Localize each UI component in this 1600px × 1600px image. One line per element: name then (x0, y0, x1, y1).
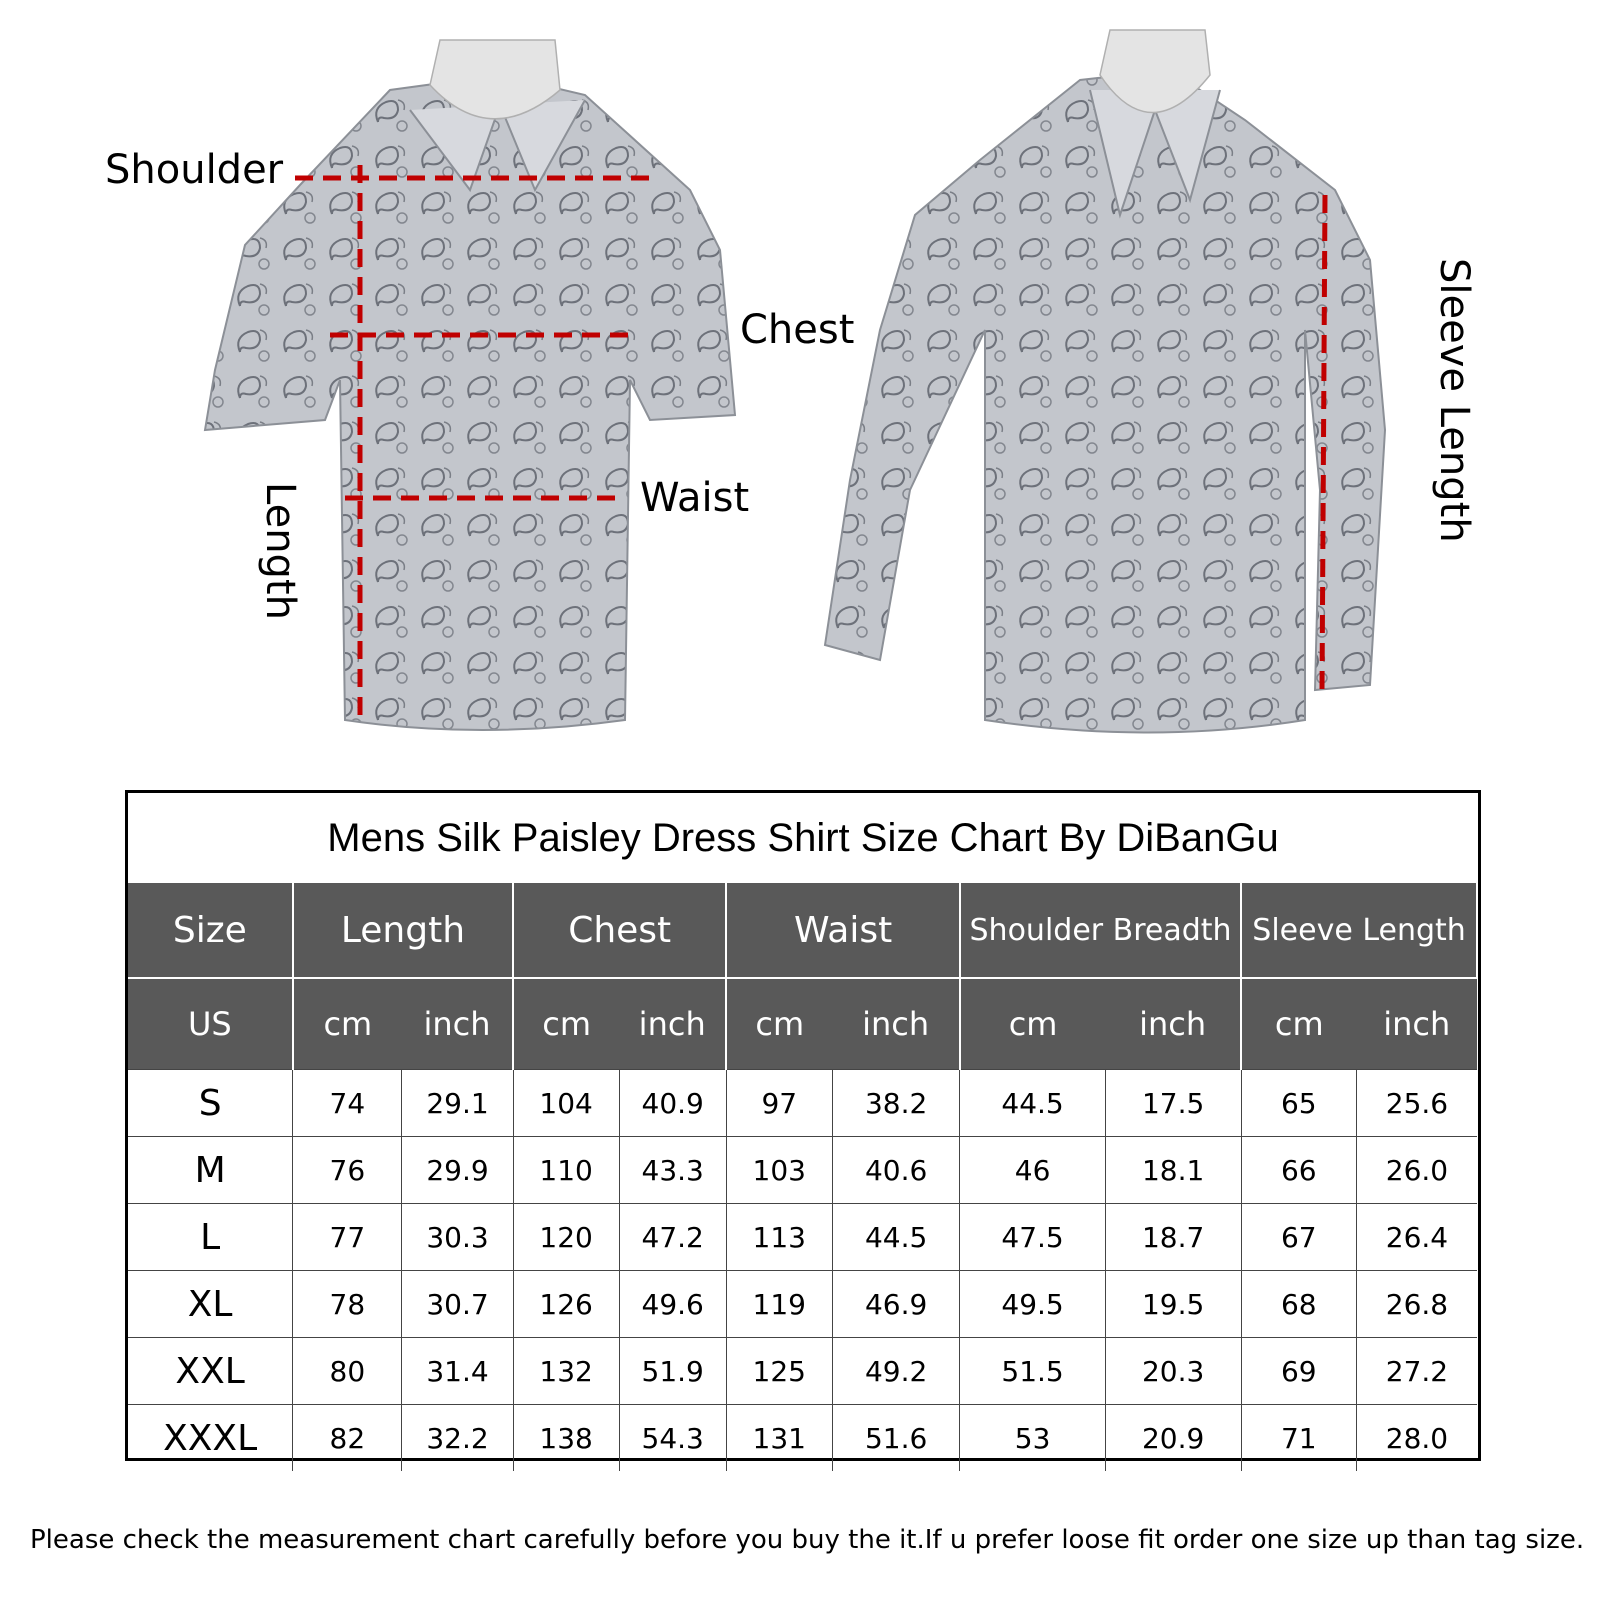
table-cell: 27.2 (1356, 1338, 1477, 1405)
header-size: Size (128, 883, 293, 978)
chest-label: Chest (740, 307, 855, 353)
table-cell: 26.8 (1356, 1271, 1477, 1338)
unit-inch: inch (1356, 978, 1477, 1070)
header-sleeve-length: Sleeve Length (1241, 883, 1477, 978)
table-cell: 47.5 (960, 1204, 1105, 1271)
table-row (128, 1204, 1477, 1271)
unit-cm: cm (293, 978, 402, 1070)
table-cell: 25.6 (1356, 1070, 1477, 1137)
table-cell: 49.2 (832, 1338, 960, 1405)
table-cell: 26.4 (1356, 1204, 1477, 1271)
length-label: Length (257, 482, 303, 620)
table-cell: 44.5 (960, 1070, 1105, 1137)
table-cell: 32.2 (402, 1405, 513, 1472)
table-cell: 53 (960, 1405, 1105, 1472)
table-cell: 74 (293, 1070, 402, 1137)
table-cell: 67 (1241, 1204, 1356, 1271)
unit-cm: cm (726, 978, 832, 1070)
table-cell: 103 (726, 1137, 832, 1204)
size-cell: S (128, 1070, 293, 1137)
unit-cm: cm (1241, 978, 1356, 1070)
header-size-system: US (128, 978, 293, 1070)
table-cell: 49.6 (619, 1271, 726, 1338)
table-cell: 71 (1241, 1405, 1356, 1472)
header-shoulder-breadth: Shoulder Breadth (960, 883, 1241, 978)
table-cell: 132 (513, 1338, 619, 1405)
table-cell: 40.6 (832, 1137, 960, 1204)
table-cell: 38.2 (832, 1070, 960, 1137)
unit-inch: inch (832, 978, 960, 1070)
table-cell: 80 (293, 1338, 402, 1405)
table-cell: 44.5 (832, 1204, 960, 1271)
table-cell: 18.1 (1105, 1137, 1241, 1204)
table-cell: 46.9 (832, 1271, 960, 1338)
table-cell: 28.0 (1356, 1405, 1477, 1472)
shirt-front-left (205, 40, 735, 730)
size-chart (125, 790, 1481, 1461)
table-cell: 131 (726, 1405, 832, 1472)
table-row (128, 1070, 1477, 1137)
table-cell: 68 (1241, 1271, 1356, 1338)
header-row-units (128, 978, 1477, 1070)
table-cell: 20.9 (1105, 1405, 1241, 1472)
unit-inch: inch (1105, 978, 1241, 1070)
size-cell: XXL (128, 1338, 293, 1405)
table-cell: 40.9 (619, 1070, 726, 1137)
table-cell: 125 (726, 1338, 832, 1405)
size-table (128, 883, 1478, 1471)
header-length: Length (293, 883, 513, 978)
sleeve-length-label: Sleeve Length (1431, 258, 1477, 543)
size-cell: L (128, 1204, 293, 1271)
table-cell: 29.1 (402, 1070, 513, 1137)
table-row (128, 1271, 1477, 1338)
table-cell: 51.6 (832, 1405, 960, 1472)
table-cell: 97 (726, 1070, 832, 1137)
table-row (128, 1405, 1477, 1472)
table-cell: 69 (1241, 1338, 1356, 1405)
table-cell: 66 (1241, 1137, 1356, 1204)
table-cell: 104 (513, 1070, 619, 1137)
table-cell: 26.0 (1356, 1137, 1477, 1204)
table-cell: 54.3 (619, 1405, 726, 1472)
table-cell: 82 (293, 1405, 402, 1472)
unit-inch: inch (619, 978, 726, 1070)
table-cell: 110 (513, 1137, 619, 1204)
shirt-front-right (825, 30, 1385, 733)
table-cell: 29.9 (402, 1137, 513, 1204)
table-cell: 76 (293, 1137, 402, 1204)
table-cell: 119 (726, 1271, 832, 1338)
table-cell: 46 (960, 1137, 1105, 1204)
header-chest: Chest (513, 883, 726, 978)
table-cell: 18.7 (1105, 1204, 1241, 1271)
measurement-figure (0, 0, 1600, 770)
table-cell: 20.3 (1105, 1338, 1241, 1405)
unit-inch: inch (402, 978, 513, 1070)
table-cell: 51.5 (960, 1338, 1105, 1405)
size-cell: M (128, 1137, 293, 1204)
table-cell: 30.7 (402, 1271, 513, 1338)
table-cell: 113 (726, 1204, 832, 1271)
table-cell: 78 (293, 1271, 402, 1338)
size-chart-title: Mens Silk Paisley Dress Shirt Size Chart By DiBanGu (327, 815, 1279, 860)
size-cell: XXXL (128, 1405, 293, 1472)
table-cell: 65 (1241, 1070, 1356, 1137)
table-cell: 126 (513, 1271, 619, 1338)
table-cell: 49.5 (960, 1271, 1105, 1338)
unit-cm: cm (960, 978, 1105, 1070)
table-cell: 31.4 (402, 1338, 513, 1405)
table-row (128, 1338, 1477, 1405)
table-cell: 30.3 (402, 1204, 513, 1271)
table-cell: 47.2 (619, 1204, 726, 1271)
shirt-illustrations (0, 0, 1600, 770)
table-cell: 43.3 (619, 1137, 726, 1204)
unit-cm: cm (513, 978, 619, 1070)
table-row (128, 1137, 1477, 1204)
shoulder-label: Shoulder (105, 147, 284, 193)
table-cell: 120 (513, 1204, 619, 1271)
table-cell: 19.5 (1105, 1271, 1241, 1338)
table-cell: 17.5 (1105, 1070, 1241, 1137)
table-cell: 77 (293, 1204, 402, 1271)
table-cell: 138 (513, 1405, 619, 1472)
size-cell: XL (128, 1271, 293, 1338)
header-row-names (128, 883, 1477, 978)
header-waist: Waist (726, 883, 960, 978)
waist-label: Waist (640, 475, 750, 521)
fit-note: Please check the measurement chart carefully before you buy the it.If u prefer loose fit order one size up than tag size. (30, 1525, 1585, 1555)
table-cell: 51.9 (619, 1338, 726, 1405)
